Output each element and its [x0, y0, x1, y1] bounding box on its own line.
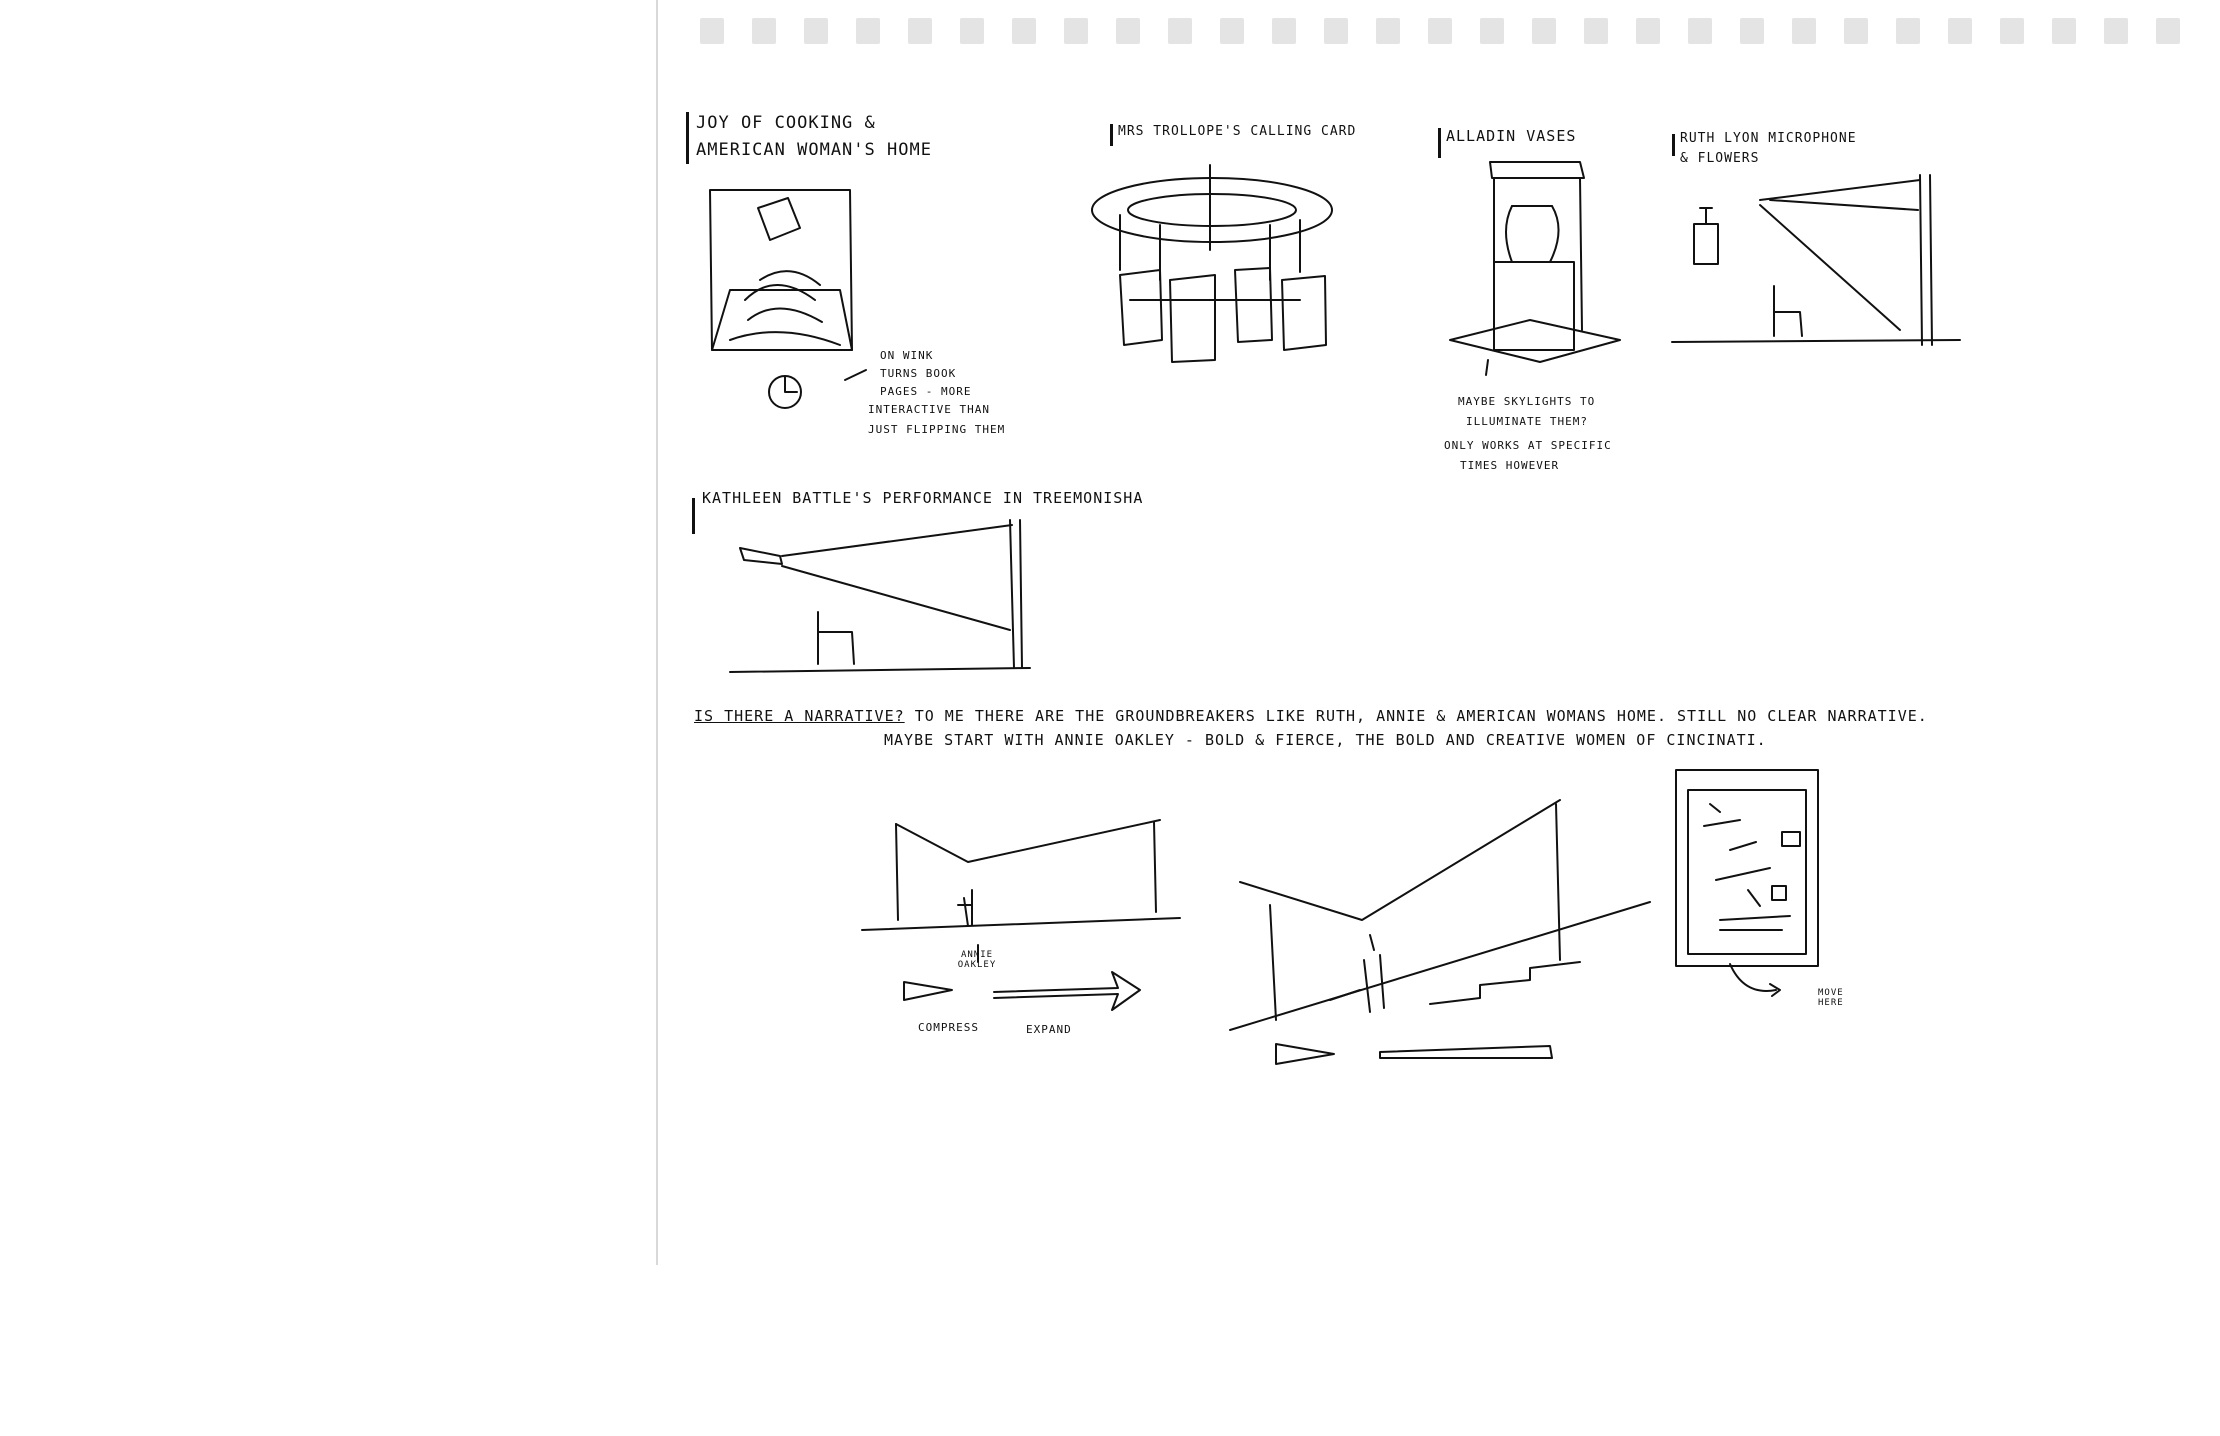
compress-label: COMPRESS [918, 1021, 979, 1034]
alladin-note-1: MAYBE SKYLIGHTS TO [1458, 395, 1596, 408]
kathleen-title: KATHLEEN BATTLE'S PERFORMANCE IN TREEMONISHA [702, 489, 1144, 507]
section-sketch-2 [1230, 800, 1650, 1064]
annie-label: ANNIE OAKLEY [957, 950, 997, 971]
joy-note-2: TURNS BOOK [880, 367, 957, 380]
alladin-note-3: ONLY WORKS AT SPECIFIC [1444, 439, 1612, 452]
calling-card-title: MRS TROLLOPE'S CALLING CARD [1118, 124, 1357, 139]
joy-title-line1: JOY OF COOKING & [696, 113, 876, 133]
joy-note-4: INTERACTIVE THAN [868, 403, 990, 416]
alladin-note-2: ILLUMINATE THEM? [1466, 415, 1588, 428]
move-here-label: MOVE HERE [1818, 988, 1844, 1009]
joy-title-line2: AMERICAN WOMAN'S HOME [696, 140, 932, 160]
joy-note-5: JUST FLIPPING THEM [868, 423, 1006, 436]
joy-note-3: PAGES - MORE [880, 385, 972, 398]
ruth-title-line1: RUTH LYON MICROPHONE [1680, 131, 1857, 146]
expand-label: EXPAND [1026, 1023, 1072, 1036]
alladin-title: ALLADIN VASES [1446, 127, 1577, 145]
narrative-lead: IS THERE A NARRATIVE? [694, 707, 905, 725]
plan-sketch [1676, 770, 1818, 996]
section-sketch-1 [862, 820, 1180, 1010]
kathleen-sketch [730, 520, 1030, 672]
calling-card-sketch [1092, 165, 1332, 362]
alladin-sketch [1450, 162, 1620, 375]
narrative-line1-rest: TO ME THERE ARE THE GROUNDBREAKERS LIKE RUTH, ANNIE & AMERICAN WOMANS HOME. STILL NO CLEAR NARRATIVE. [914, 707, 1928, 725]
joy-sketch [710, 190, 866, 408]
joy-note-1: ON WINK [880, 349, 934, 362]
narrative-line2: MAYBE START WITH ANNIE OAKLEY - BOLD & FIERCE, THE BOLD AND CREATIVE WOMEN OF CINCINATI. [884, 731, 1767, 749]
alladin-note-4: TIMES HOWEVER [1460, 459, 1560, 472]
ruth-sketch [1672, 175, 1960, 345]
ruth-title-line2: & FLOWERS [1680, 151, 1760, 166]
